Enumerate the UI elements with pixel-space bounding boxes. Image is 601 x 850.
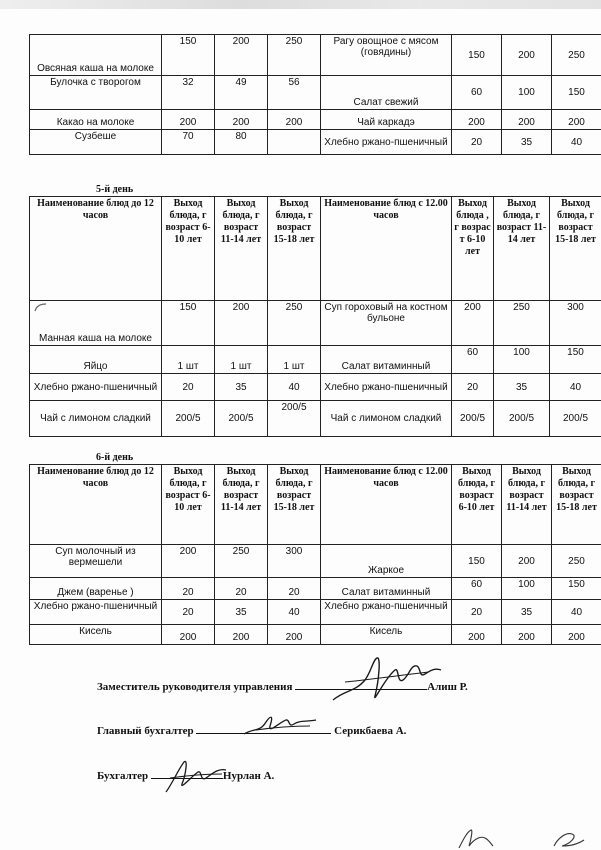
- cell-portion: 200/5: [215, 401, 268, 437]
- signatory-name: Нурлан А.: [222, 770, 275, 782]
- cell-portion: 60: [452, 76, 502, 110]
- cell-portion: 200: [215, 110, 268, 130]
- cell-portion: 32: [162, 76, 215, 110]
- cell-portion: 20: [452, 130, 502, 155]
- cell-portion: 200/5: [452, 401, 494, 437]
- signatory-name: Серикбаева А.: [334, 725, 407, 737]
- cell-dish-afternoon: Жаркое: [321, 545, 452, 578]
- cell-portion: 250: [268, 301, 321, 346]
- header-dishes-afternoon: Наименование блюд с 12.00 часов: [321, 197, 452, 301]
- cell-dish-afternoon: Хлебно ржано-пшеничный: [321, 374, 452, 401]
- cell-portion: 150: [162, 35, 215, 76]
- cell-portion: 1 шт: [268, 346, 321, 374]
- header-dishes-morning: Наименование блюд до 12 часов: [30, 197, 162, 301]
- cell-portion: 150: [552, 76, 601, 110]
- cell-portion: 250: [215, 545, 268, 578]
- cell-portion: 200: [552, 625, 601, 645]
- header-portion-6-10: Выход блюда, г возраст 6-10 лет: [162, 197, 215, 301]
- cell-portion: [268, 130, 321, 155]
- cell-portion: 200: [502, 625, 552, 645]
- cell-dish-afternoon: Чай с лимоном сладкий: [321, 401, 452, 437]
- signatory-name: Алиш Р.: [427, 681, 468, 693]
- cell-portion: 35: [215, 374, 268, 401]
- header-portion-6-10: Выход блюда, г возраст 6-10 лет: [452, 465, 502, 545]
- table-row: [30, 35, 601, 76]
- cell-portion: 200: [215, 35, 268, 76]
- menu-table-day-5: [29, 196, 601, 437]
- table-row: [30, 374, 601, 401]
- menu-table-day-6: [29, 464, 601, 645]
- cell-portion: 40: [552, 130, 601, 155]
- cell-dish-morning: Какао на молоке: [30, 110, 162, 130]
- cell-dish-afternoon: Чай каркадэ: [321, 110, 452, 130]
- cell-portion: 35: [215, 600, 268, 625]
- table-row: [30, 578, 601, 600]
- menu-table-top: [29, 34, 601, 155]
- cell-portion: 250: [494, 301, 550, 346]
- cell-portion: 250: [552, 545, 601, 578]
- cell-dish-morning: Суп молочный из вермешели: [30, 545, 162, 578]
- cell-portion: 200: [268, 625, 321, 645]
- cell-portion: 40: [268, 600, 321, 625]
- header-portion-15-18: Выход блюда, г возраст 15-18 лет: [268, 197, 321, 301]
- cell-portion: 40: [550, 374, 601, 401]
- header-portion-15-18: Выход блюда, г возраст 15-18 лет: [550, 197, 601, 301]
- header-portion-11-14: Выход блюда, г возраст 11-14 лет: [215, 465, 268, 545]
- cell-portion: 20: [162, 578, 215, 600]
- table-header-row: [30, 197, 601, 301]
- header-portion-6-10: Выход блюда , г возрас т 6-10 лет: [452, 197, 494, 301]
- cell-dish-morning: Булочка с творогом: [30, 76, 162, 110]
- cell-portion: 200: [502, 35, 552, 76]
- cell-portion: 200: [162, 110, 215, 130]
- cell-portion: 200: [162, 545, 215, 578]
- cell-portion: 20: [268, 578, 321, 600]
- cell-portion: 20: [452, 600, 502, 625]
- signatory-title: Бухгалтер: [97, 770, 149, 782]
- handwritten-signature-icon: [325, 650, 445, 710]
- header-portion-15-18: Выход блюда, г возраст 15-18 лет: [552, 465, 601, 545]
- cell-portion: 100: [494, 346, 550, 374]
- cell-portion: 200/5: [162, 401, 215, 437]
- cell-portion: 150: [550, 346, 601, 374]
- cell-portion: 56: [268, 76, 321, 110]
- header-dishes-afternoon: Наименование блюд с 12.00 часов: [321, 465, 452, 545]
- cell-portion: 150: [452, 545, 502, 578]
- cell-portion: 80: [215, 130, 268, 155]
- cell-dish-morning: Сузбеше: [30, 130, 162, 155]
- cell-dish-morning: Хлебно ржано-пшеничный: [30, 374, 162, 401]
- cell-portion: 200: [215, 625, 268, 645]
- cell-portion: 60: [452, 578, 502, 600]
- cell-portion: 300: [550, 301, 601, 346]
- cell-portion: 35: [502, 130, 552, 155]
- cell-portion: 200: [552, 110, 601, 130]
- cell-portion: 200: [452, 301, 494, 346]
- cell-portion: 40: [268, 374, 321, 401]
- table-row: [30, 545, 601, 578]
- cell-dish-afternoon: Салат витаминный: [321, 346, 452, 374]
- cell-portion: 300: [268, 545, 321, 578]
- header-portion-15-18: Выход блюда, г возраст 15-18 лет: [268, 465, 321, 545]
- cell-dish-morning: Хлебно ржано-пшеничный: [30, 600, 162, 625]
- cell-portion: 20: [452, 374, 494, 401]
- header-portion-11-14: Выход блюда, г возраст 11-14 лет: [494, 197, 550, 301]
- cell-dish-morning: Кисель: [30, 625, 162, 645]
- table-row: [30, 76, 601, 110]
- cell-dish-morning: Овсяная каша на молоке: [30, 35, 162, 76]
- cell-portion: 35: [494, 374, 550, 401]
- cell-portion: 1 шт: [215, 346, 268, 374]
- day-6-label: 6-й день: [96, 452, 134, 463]
- cell-portion: 40: [552, 600, 601, 625]
- cell-portion: 200/5: [550, 401, 601, 437]
- cell-dish-morning: Манная каша на молоке: [30, 301, 162, 346]
- header-dishes-morning: Наименование блюд до 12 часов: [30, 465, 162, 545]
- table-header-row: [30, 465, 601, 545]
- table-row: [30, 346, 601, 374]
- cell-portion: 200: [452, 625, 502, 645]
- scan-top-edge: [0, 0, 601, 9]
- cell-portion: 200: [215, 301, 268, 346]
- cell-dish-afternoon: Суп гороховый на костном бульоне: [321, 301, 452, 346]
- cell-portion: 49: [215, 76, 268, 110]
- cell-portion: 150: [552, 578, 601, 600]
- table-row: [30, 600, 601, 625]
- handwritten-signature-icon: [160, 754, 230, 798]
- cell-portion: 100: [502, 578, 552, 600]
- cell-dish-morning: Яйцо: [30, 346, 162, 374]
- cell-dish-afternoon: Салат свежий: [321, 76, 452, 110]
- table-row: [30, 401, 601, 437]
- cell-dish-afternoon: Рагу овощное с мясом (говядины): [321, 35, 452, 76]
- header-portion-6-10: Выход блюда, г возраст 6-10 лет: [162, 465, 215, 545]
- day-5-label: 5-й день: [96, 184, 134, 195]
- cell-portion: 70: [162, 130, 215, 155]
- table-row: [30, 301, 601, 346]
- cell-portion: 200/5: [494, 401, 550, 437]
- cell-portion: 20: [215, 578, 268, 600]
- cell-portion: 60: [452, 346, 494, 374]
- cell-portion: 200: [268, 110, 321, 130]
- cell-portion: 200: [502, 545, 552, 578]
- cell-dish-afternoon: Хлебно ржано-пшеничный: [321, 600, 452, 625]
- table-row: [30, 130, 601, 155]
- signatory-title: Главный бухгалтер: [97, 725, 194, 737]
- cell-portion: 100: [502, 76, 552, 110]
- cell-portion: 200: [502, 110, 552, 130]
- cell-portion: 200: [162, 625, 215, 645]
- initials-mark-icon: [455, 826, 495, 850]
- signatory-title: Заместитель руководителя управления: [97, 681, 293, 693]
- cell-portion: 250: [552, 35, 601, 76]
- header-portion-11-14: Выход блюда, г возраст 11-14 лет: [502, 465, 552, 545]
- cell-portion: 35: [502, 600, 552, 625]
- cell-dish-afternoon: Салат витаминный: [321, 578, 452, 600]
- cell-portion: 200: [452, 110, 502, 130]
- cell-dish-afternoon: Кисель: [321, 625, 452, 645]
- table-row: [30, 110, 601, 130]
- handwritten-signature-icon: [240, 708, 320, 742]
- cell-dish-morning: Чай с лимоном сладкий: [30, 401, 162, 437]
- table-row: [30, 625, 601, 645]
- cell-portion: 20: [162, 600, 215, 625]
- cell-portion: 1 шт: [162, 346, 215, 374]
- cell-portion: 200/5: [268, 401, 321, 437]
- initials-mark-icon: [548, 826, 588, 850]
- header-portion-11-14: Выход блюда, г возраст 11-14 лет: [215, 197, 268, 301]
- cell-portion: 150: [162, 301, 215, 346]
- cell-dish-afternoon: Хлебно ржано-пшеничный: [321, 130, 452, 155]
- cell-portion: 20: [162, 374, 215, 401]
- cell-dish-morning: Джем (варенье ): [30, 578, 162, 600]
- scan-mark-icon: [34, 302, 50, 312]
- cell-portion: 250: [268, 35, 321, 76]
- cell-portion: 150: [452, 35, 502, 76]
